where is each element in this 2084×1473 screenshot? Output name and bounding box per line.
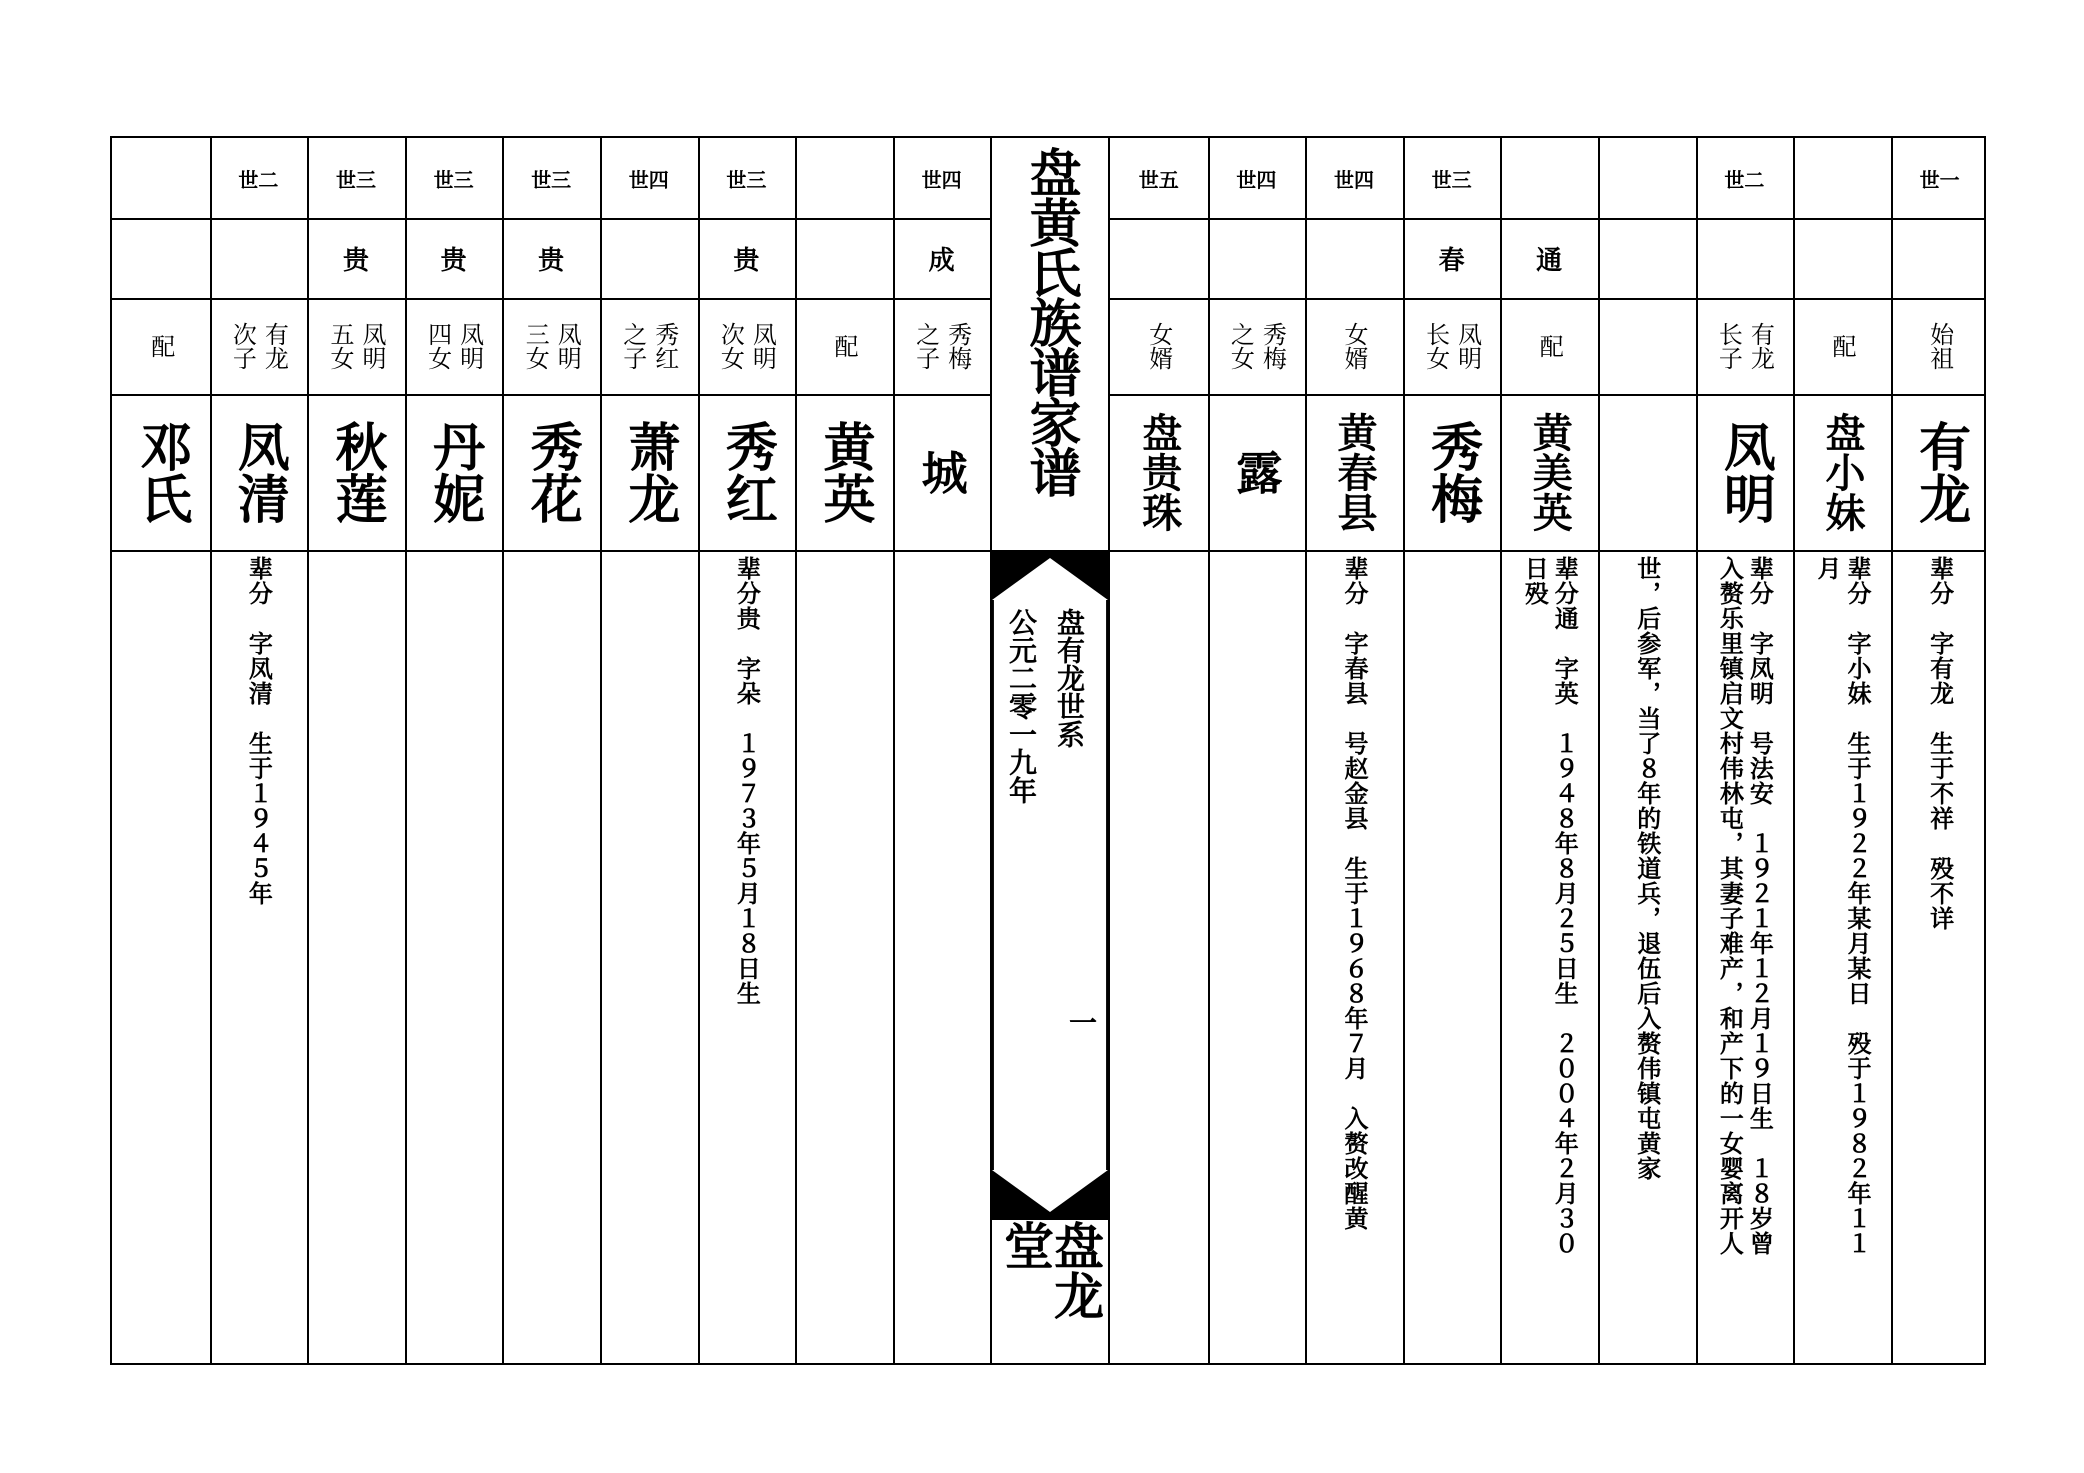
- person-name-text: 凤明: [1714, 420, 1776, 524]
- relation-label: [600, 298, 698, 394]
- generation-label: 世四: [921, 167, 962, 192]
- person-column: [307, 138, 405, 1363]
- person-name-text: 秋莲: [325, 420, 387, 524]
- biography: [893, 552, 991, 1363]
- biography-text: 辈分通 字英 １９４８年８月２５日生 ２００４年２月３０ 日殁: [1520, 556, 1580, 1256]
- fishtail-top: [992, 550, 1108, 600]
- relation-label: [405, 298, 503, 394]
- generation-character: [1208, 218, 1306, 298]
- column-divider: [698, 138, 700, 1363]
- biography-text: 辈分 字凤明 号法安 １９２１年１２月１９日生 １８岁曾 入赘乐里镇启文村伟林屯，其妻子难产，和产下的一女婴离开人: [1715, 556, 1775, 1256]
- column-divider: [405, 138, 407, 1363]
- generation-label: 世三: [531, 167, 572, 192]
- person-column: [893, 138, 991, 1363]
- person-name: [1500, 394, 1598, 550]
- generation-label: 世三: [726, 167, 767, 192]
- person-column: [1500, 138, 1598, 1363]
- relation-text: 次子: [228, 322, 257, 370]
- hall-name: [992, 1220, 1108, 1363]
- person-name: [698, 394, 796, 550]
- generation-character: [112, 218, 210, 298]
- genealogy-sheet: [110, 136, 1986, 1365]
- relation-text: 凤明: [1453, 322, 1482, 370]
- person-name-text: 黄英: [813, 420, 875, 524]
- biography: [1305, 552, 1403, 1363]
- relation-text: 女婿: [1339, 322, 1368, 370]
- generation-label: 世三: [1431, 167, 1472, 192]
- relation-text: 之女: [1226, 322, 1255, 370]
- person-column: [698, 138, 796, 1363]
- relation-label: [1305, 298, 1403, 394]
- person-name: [1696, 394, 1794, 550]
- biography-text: 辈分 字有龙 生于不祥 殁不详: [1925, 556, 1955, 931]
- relation-label: [698, 298, 796, 394]
- person-name-text: 黄美英: [1526, 412, 1574, 532]
- relation-text: 次女: [716, 322, 745, 370]
- relation-text: 长女: [1421, 322, 1450, 370]
- person-name: [600, 394, 698, 550]
- generation-character: 春: [1438, 245, 1465, 276]
- generation-character: 通: [1536, 245, 1563, 276]
- biography: [795, 552, 893, 1363]
- column-divider: [1598, 138, 1600, 1363]
- relation-label: [502, 298, 600, 394]
- relation-text: 有龙: [260, 322, 289, 370]
- generation-character: 贵: [440, 245, 467, 276]
- person-column: [1696, 138, 1794, 1363]
- biography: [210, 552, 308, 1363]
- generation-label: 世四: [1333, 167, 1374, 192]
- biography: [1403, 552, 1501, 1363]
- person-name: [1208, 394, 1306, 550]
- person-name: [307, 394, 405, 550]
- column-divider: [795, 138, 797, 1363]
- person-name: [893, 394, 991, 550]
- biography: [1793, 552, 1891, 1363]
- generation-label: 世二: [238, 167, 279, 192]
- person-name: [502, 394, 600, 550]
- generation-label: 世三: [433, 167, 474, 192]
- person-column: [112, 138, 210, 1363]
- relation-label: [795, 298, 893, 394]
- genealogy-title: [992, 138, 1108, 550]
- generation-label: 世一: [1919, 167, 1960, 192]
- generation-character: 贵: [538, 245, 565, 276]
- biography: [112, 552, 210, 1363]
- biography: [1500, 552, 1598, 1363]
- relation-text: 有龙: [1746, 322, 1775, 370]
- row-divider: [112, 550, 990, 552]
- relation-label: [1110, 298, 1208, 394]
- generation-label: 世二: [1724, 167, 1765, 192]
- relation-label: [210, 298, 308, 394]
- biography-text: 辈分贵 字朵 １９７３年５月１８日生: [732, 556, 762, 1006]
- person-name: [112, 394, 210, 550]
- biography-text: 辈分 字春县 号赵金县 生于１９６８年７月 入赘改醒黄: [1339, 556, 1369, 1231]
- relation-text: 凤明: [748, 322, 777, 370]
- generation-character: [1305, 218, 1403, 298]
- generation-character: [1110, 218, 1208, 298]
- relation-text: 凤明: [357, 322, 386, 370]
- title-text: 盘黄氏族谱家谱: [1020, 146, 1081, 496]
- person-name: [405, 394, 503, 550]
- generation-character: [795, 218, 893, 298]
- relation-label: [307, 298, 405, 394]
- relation-label: [1793, 298, 1891, 394]
- biography: [405, 552, 503, 1363]
- column-divider: [210, 138, 212, 1363]
- center-spine: [990, 138, 1110, 1363]
- column-divider: [1305, 138, 1307, 1363]
- generation-character: [1696, 218, 1794, 298]
- person-name: [1891, 394, 1989, 550]
- person-column: [795, 138, 893, 1363]
- relation-text: 女婿: [1144, 322, 1173, 370]
- person-name: [1793, 394, 1891, 550]
- relation-text: 秀红: [650, 322, 679, 370]
- generation-character: [600, 218, 698, 298]
- column-divider: [1403, 138, 1405, 1363]
- column-divider: [502, 138, 504, 1363]
- relation-text: 配: [1535, 334, 1564, 358]
- person-column: [1110, 138, 1208, 1363]
- page-number: 一: [1065, 1008, 1098, 1036]
- row-divider: [1110, 298, 1986, 300]
- column-divider: [600, 138, 602, 1363]
- generation-character: [1598, 218, 1696, 298]
- hall-text: 盘龙堂: [996, 1220, 1105, 1320]
- person-name-text: 秀红: [716, 420, 778, 524]
- person-name-text: 秀梅: [1421, 420, 1483, 524]
- generation-character: 贵: [733, 245, 760, 276]
- relation-label: [1891, 298, 1989, 394]
- person-column: [1403, 138, 1501, 1363]
- person-name-text: 盘小妹: [1818, 412, 1866, 532]
- column-divider: [1208, 138, 1210, 1363]
- person-name-text: 黄春县: [1330, 412, 1378, 532]
- relation-text: 秀梅: [1258, 322, 1287, 370]
- person-column: [1793, 138, 1891, 1363]
- biography: [600, 552, 698, 1363]
- person-column: [502, 138, 600, 1363]
- relation-text: 之子: [618, 322, 647, 370]
- relation-label: [1500, 298, 1598, 394]
- person-name-text: 邓氏: [130, 420, 192, 524]
- column-divider: [307, 138, 309, 1363]
- biography: [1110, 552, 1208, 1363]
- biography: [1696, 552, 1794, 1363]
- relation-text: 三女: [521, 322, 550, 370]
- relation-label: [112, 298, 210, 394]
- column-divider: [1891, 138, 1893, 1363]
- relation-label: [1696, 298, 1794, 394]
- generation-label: [795, 138, 893, 218]
- person-name-text: 萧龙: [618, 420, 680, 524]
- row-divider: [112, 394, 990, 396]
- biography: [1208, 552, 1306, 1363]
- relation-text: 配: [1827, 334, 1856, 358]
- biography: [502, 552, 600, 1363]
- person-column: [1598, 138, 1696, 1363]
- generation-character: [210, 218, 308, 298]
- person-name: [795, 394, 893, 550]
- generation-label: [1500, 138, 1598, 218]
- biography-text: 辈分 字小妹 生于１９２２年某月某日 殁于１９８２年１１ 月: [1812, 556, 1872, 1256]
- generation-character: [1891, 218, 1989, 298]
- generation-label: 世四: [628, 167, 669, 192]
- generation-label: 世四: [1236, 167, 1277, 192]
- generation-label: 世五: [1138, 167, 1179, 192]
- column-divider: [1696, 138, 1698, 1363]
- person-column: [600, 138, 698, 1363]
- person-column: [1305, 138, 1403, 1363]
- person-column: [1208, 138, 1306, 1363]
- biography: [1598, 552, 1696, 1363]
- person-column: [210, 138, 308, 1363]
- row-divider: [112, 218, 990, 220]
- relation-text: 配: [829, 334, 858, 358]
- generation-character: 成: [928, 245, 955, 276]
- person-name: [210, 394, 308, 550]
- row-divider: [1110, 394, 1986, 396]
- biography: [1891, 552, 1989, 1363]
- person-name: [1598, 394, 1696, 550]
- person-name-text: 有龙: [1909, 420, 1971, 524]
- person-name: [1403, 394, 1501, 550]
- relation-text: 凤明: [553, 322, 582, 370]
- biography-text: 辈分 字凤清 生于１９４５年: [244, 556, 274, 906]
- generation-label: [1598, 138, 1696, 218]
- relation-label: [893, 298, 991, 394]
- row-divider: [1110, 218, 1986, 220]
- relation-label: [1208, 298, 1306, 394]
- row-divider: [1110, 550, 1986, 552]
- person-name-text: 露: [1229, 449, 1284, 495]
- person-name: [1110, 394, 1208, 550]
- column-divider: [1500, 138, 1502, 1363]
- row-divider: [112, 298, 990, 300]
- column-divider: [1793, 138, 1795, 1363]
- person-name-text: 丹妮: [423, 420, 485, 524]
- relation-text: 凤明: [455, 322, 484, 370]
- biography: [698, 552, 796, 1363]
- generation-label: [1793, 138, 1891, 218]
- relation-text: 长子: [1714, 322, 1743, 370]
- relation-text: 配: [146, 334, 175, 358]
- person-name-text: 秀花: [521, 420, 583, 524]
- generation-label: [112, 138, 210, 218]
- person-column: [1891, 138, 1989, 1363]
- relation-text: 秀梅: [943, 322, 972, 370]
- relation-text: 五女: [325, 322, 354, 370]
- generation-label: 世三: [335, 167, 376, 192]
- person-column: [405, 138, 503, 1363]
- year-label: 公元二零一九年: [1005, 608, 1038, 804]
- person-name-text: 凤清: [228, 420, 290, 524]
- relation-label: [1403, 298, 1501, 394]
- generation-character: [1793, 218, 1891, 298]
- relation-text: 四女: [423, 322, 452, 370]
- relation-text: 始祖: [1925, 322, 1954, 370]
- person-name: [1305, 394, 1403, 550]
- lineage-label: 盘有龙世系: [1053, 608, 1086, 748]
- biography: [307, 552, 405, 1363]
- person-name-text: 盘贵珠: [1135, 412, 1183, 532]
- column-divider: [893, 138, 895, 1363]
- generation-character: 贵: [342, 245, 369, 276]
- relation-label: [1598, 298, 1696, 394]
- relation-text: 之子: [911, 322, 940, 370]
- fishtail-bottom: [992, 1170, 1108, 1220]
- person-name-text: 城: [914, 449, 969, 495]
- biography-text: 世，后参军，当了８年的铁道兵，退伍后入赘伟镇屯黄家: [1632, 556, 1662, 1181]
